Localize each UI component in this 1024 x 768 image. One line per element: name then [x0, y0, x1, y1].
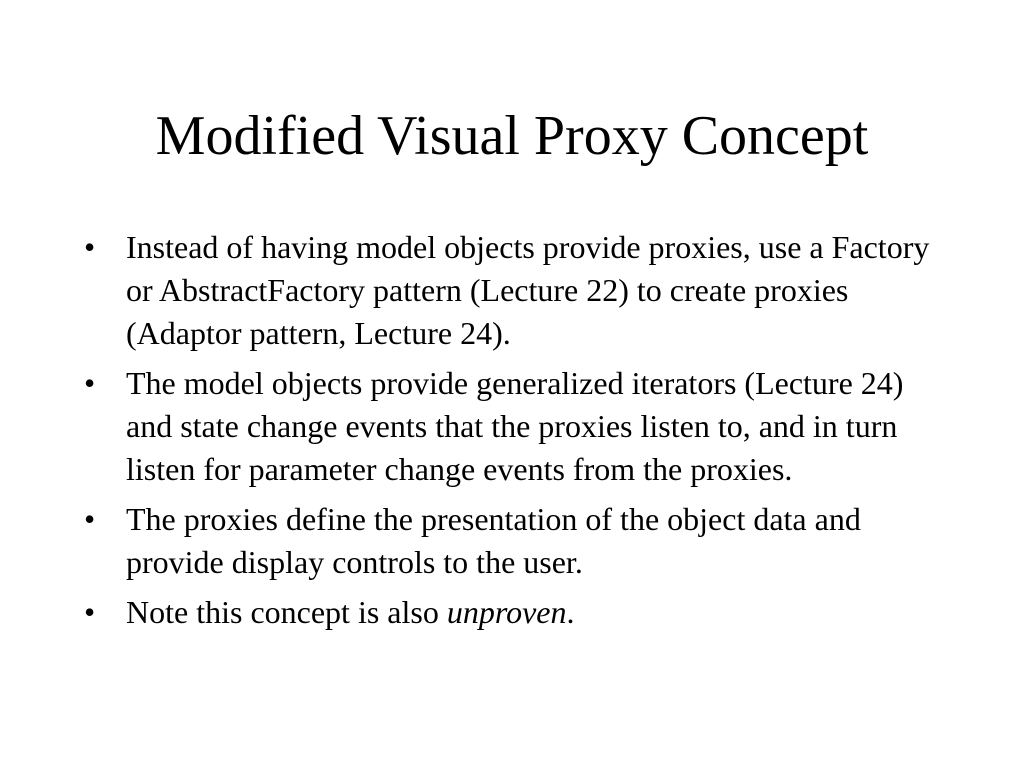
bullet-item-4 — [84, 591, 944, 634]
bullet-icon: • — [84, 229, 96, 265]
bullet-item-1 — [84, 226, 944, 355]
bullet-text-emphasis: unproven — [446, 594, 567, 630]
bullet-text: Instead of having model objects provide proxies, use a Factory or AbstractFactory pattern (Lecture 22) to create proxies (Adaptor pattern, Lecture 24). — [126, 229, 930, 351]
slide-title: Modified Visual Proxy Concept — [155, 105, 869, 167]
bullet-icon: • — [84, 365, 96, 401]
bullet-list — [84, 226, 944, 641]
bullet-item-3 — [84, 498, 944, 584]
bullet-icon: • — [84, 594, 96, 630]
bullet-icon: • — [84, 501, 96, 537]
bullet-text: The model objects provide generalized iterators (Lecture 24) and state change events that the proxies listen to, and in turn listen for parameter change events from the proxies. — [126, 365, 904, 487]
bullet-item-2 — [84, 362, 944, 491]
bullet-text: The proxies define the presentation of the object data and provide display controls to the user. — [126, 501, 861, 580]
bullet-text-before: Note this concept is also — [126, 594, 447, 630]
bullet-text-after: . — [566, 594, 575, 630]
